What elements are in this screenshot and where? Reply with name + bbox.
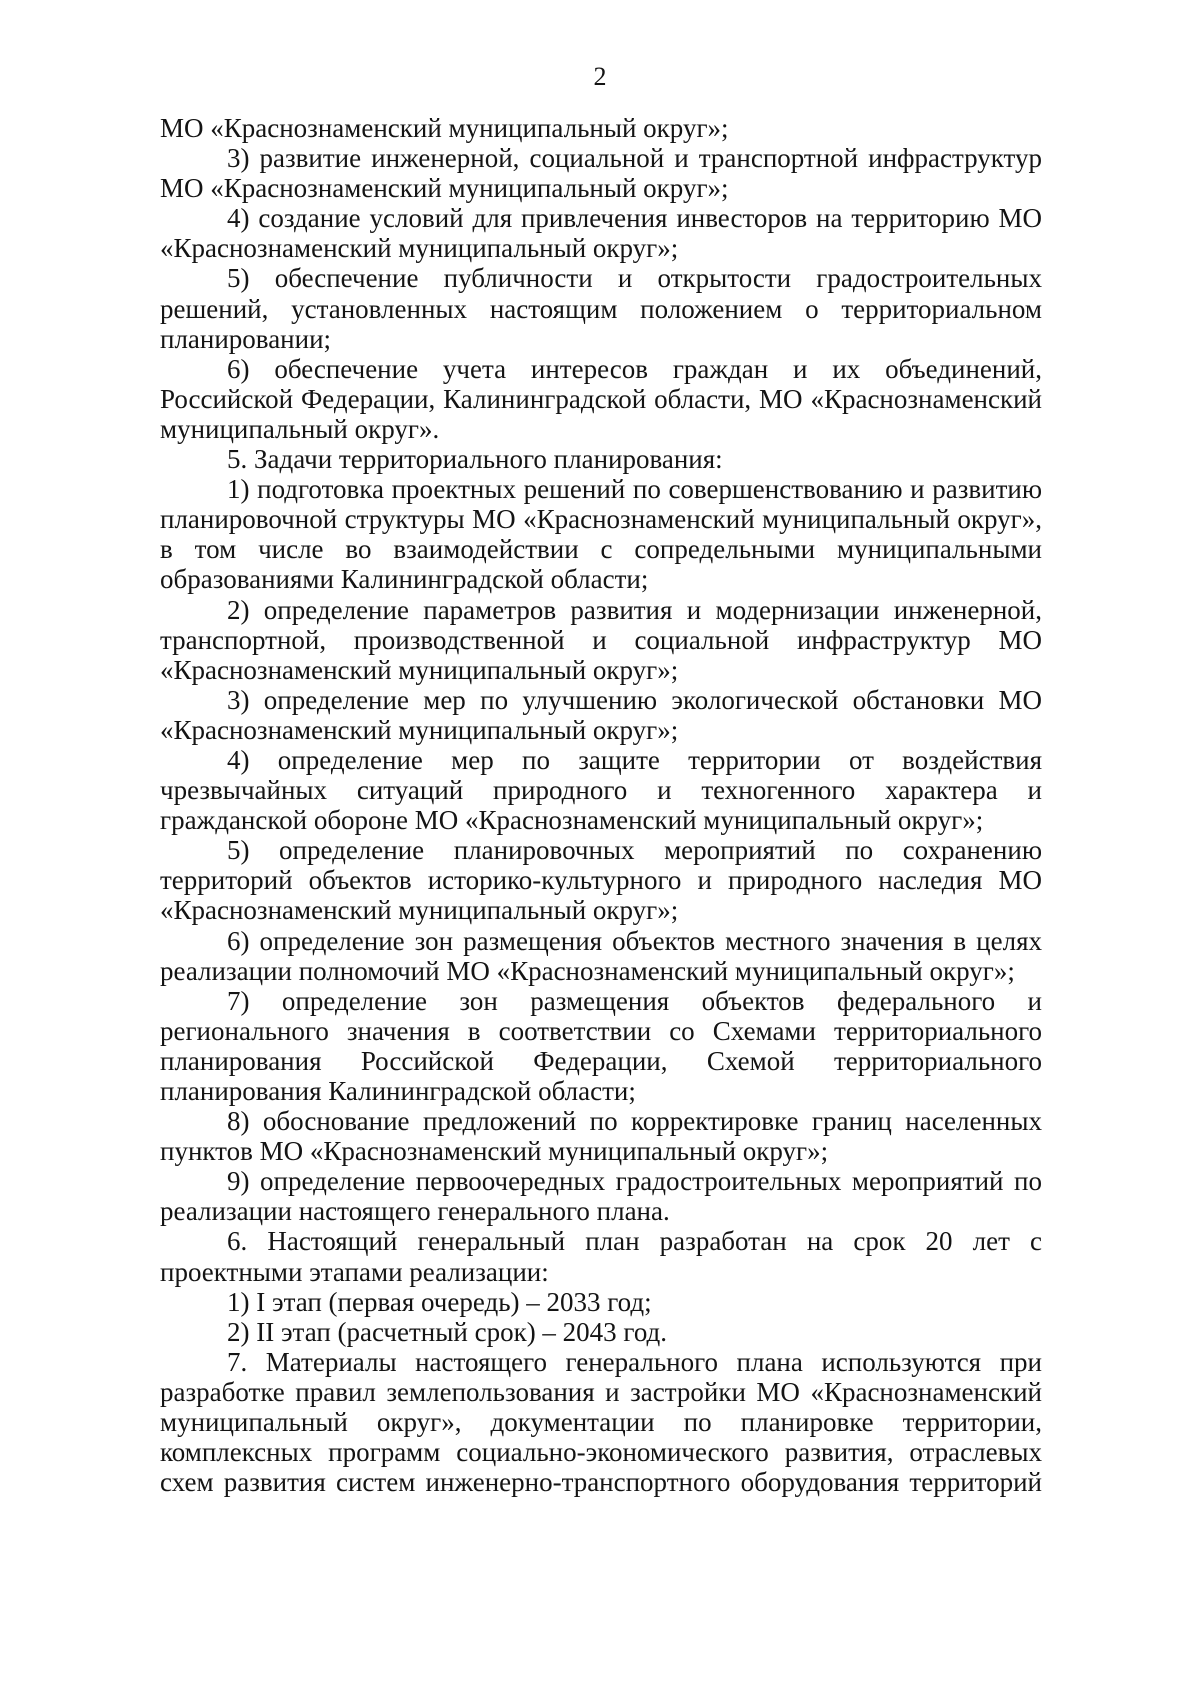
paragraph-task-3: 3) определение мер по улучшению экологической обстановки МО «Краснознаменский муниципальный округ»; [160,684,1042,745]
paragraph-task-5: 5) определение планировочных мероприятий по сохранению территорий объектов историко-культурного и природного наследия МО «Краснознаменский муниципальный округ»; [160,835,1042,926]
paragraph-goal-5: 5) обеспечение публичности и открытости градостроительных решений, установленных настоящим положением о территориальном планировании; [160,263,1042,354]
paragraph-task-6: 6) определение зон размещения объектов местного значения в целях реализации полномочий МО «Краснознаменский муниципальный округ»; [160,925,1042,986]
paragraph-task-9: 9) определение первоочередных градостроительных мероприятий по реализации настоящего генерального плана. [160,1166,1042,1227]
paragraph-goal-4: 4) создание условий для привлечения инвесторов на территорию МО «Краснознаменский муниципальный округ»; [160,203,1042,264]
paragraph-task-2: 2) определение параметров развития и модернизации инженерной, транспортной, производственной и социальной инфраструктур МО «Краснознаменский муниципальный округ»; [160,594,1042,685]
paragraph-goal-3: 3) развитие инженерной, социальной и транспортной инфраструктур МО «Краснознаменский муниципальный округ»; [160,143,1042,204]
page-number: 2 [593,62,607,91]
paragraph-goal-6: 6) обеспечение учета интересов граждан и их объединений, Российской Федерации, Калининградской области, МО «Краснознаменский муниципальный округ». [160,353,1042,444]
paragraph-task-7: 7) определение зон размещения объектов федерального и регионального значения в соответствии со Схемами территориального планирования Российской Федерации, Схемой территориального планирования Калининградской области; [160,985,1042,1106]
paragraph-task-4: 4) определение мер по защите территории от воздействия чрезвычайных ситуаций природного и техногенного характера и гражданской обороне МО «Краснознаменский муниципальный округ»; [160,744,1042,836]
section-7-paragraph: 7. Материалы настоящего генерального плана используются при разработке правил землепользования и застройки МО «Краснознаменский муниципальный округ», документации по планировке территории, комплексных программ социально-экономического развития, отраслевых схем развития систем инженерно-транспортного оборудования территорий [160,1346,1042,1498]
paragraph-task-1: 1) подготовка проектных решений по совершенствованию и развитию планировочной структуры МО «Краснознаменский муниципальный округ», в том числе во взаимодействии с сопредельными муниципальными образованиями Калининградской области; [160,474,1042,595]
document-body [160,113,1042,1497]
paragraph-stage-2: 2) II этап (расчетный срок) – 2043 год. [227,1316,668,1347]
paragraph-continuation: МО «Краснознаменский муниципальный округ»; [160,113,729,143]
section-6-paragraph: 6. Настоящий генеральный план разработан на срок 20 лет с проектными этапами реализации: [160,1226,1042,1287]
paragraph-task-8: 8) обоснование предложений по корректировке границ населенных пунктов МО «Краснознаменский муниципальный округ»; [160,1106,1042,1167]
section-5-heading: 5. Задачи территориального планирования: [227,444,723,475]
paragraph-stage-1: 1) I этап (первая очередь) – 2033 год; [227,1286,652,1317]
